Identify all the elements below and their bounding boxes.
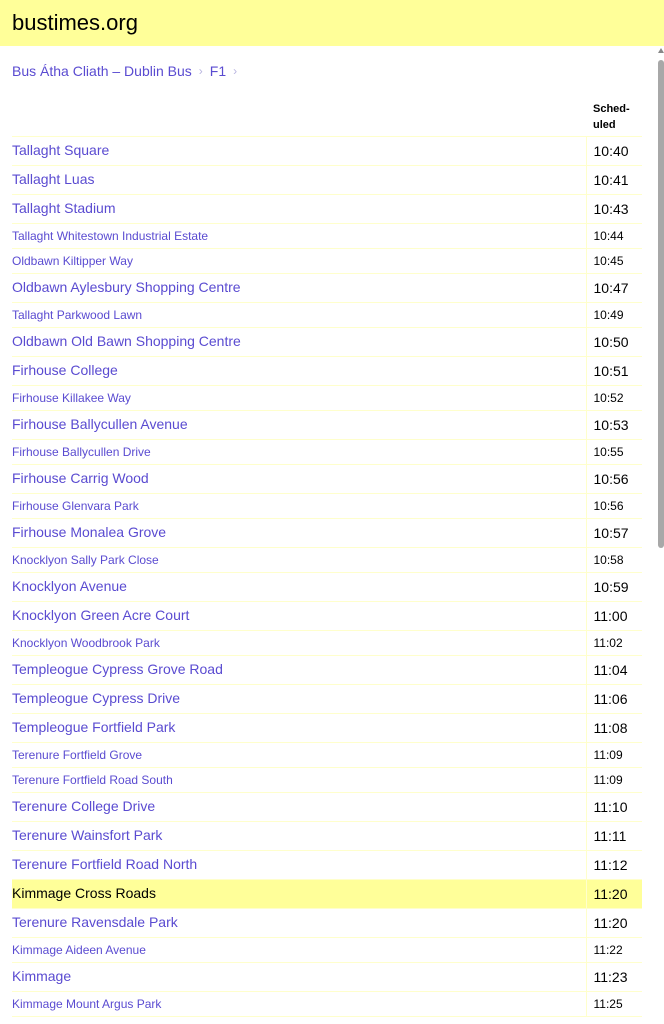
stop-row (12, 274, 642, 303)
breadcrumb-separator: › (233, 64, 238, 78)
stop-name-cell (12, 938, 586, 963)
scheduled-time: 10:56 (586, 494, 642, 519)
scheduled-time: 10:50 (586, 328, 642, 357)
stop-row (12, 465, 642, 494)
stop-link[interactable]: Knocklyon Green Acre Court (12, 607, 190, 623)
stop-row (12, 195, 642, 224)
scheduled-time: 11:00 (586, 602, 642, 631)
stop-name-cell (12, 274, 586, 303)
stop-row (12, 548, 642, 573)
stop-name-cell (12, 386, 586, 411)
stop-row (12, 137, 642, 166)
stop-name-cell (12, 851, 586, 880)
stop-row (12, 224, 642, 249)
scheduled-time: 10:57 (586, 519, 642, 548)
scheduled-time: 10:53 (586, 411, 642, 440)
stop-link[interactable]: Terenure Ravensdale Park (12, 914, 178, 930)
scheduled-time: 10:55 (586, 440, 642, 465)
stop-link[interactable]: Knocklyon Woodbrook Park (12, 636, 160, 650)
stop-link[interactable]: Kimmage Aideen Avenue (12, 943, 146, 957)
scheduled-time: 11:12 (586, 851, 642, 880)
stop-name-cell (12, 743, 586, 768)
stop-link[interactable]: Firhouse Ballycullen Avenue (12, 416, 188, 432)
stop-link[interactable]: Kimmage Mount Argus Park (12, 997, 162, 1011)
scheduled-time: 11:02 (586, 631, 642, 656)
scheduled-time: 11:23 (586, 963, 642, 992)
stop-link[interactable]: Templeogue Cypress Drive (12, 690, 181, 706)
stop-row (12, 631, 642, 656)
stop-name-cell (12, 328, 586, 357)
stop-link[interactable]: Tallaght Square (12, 142, 110, 158)
stop-row (12, 685, 642, 714)
stop-name-cell (12, 195, 586, 224)
stop-name-cell (12, 303, 586, 328)
stop-name-cell (12, 465, 586, 494)
timetable (12, 136, 642, 1017)
stop-name-cell (12, 602, 586, 631)
scheduled-time: 11:04 (586, 656, 642, 685)
timetable-body (12, 137, 642, 1017)
scroll-up-arrow-icon[interactable] (658, 48, 664, 53)
stop-link[interactable]: Templeogue Fortfield Park (12, 719, 176, 735)
scheduled-time: 11:11 (586, 822, 642, 851)
stop-row (12, 573, 642, 602)
stop-link[interactable]: Firhouse Killakee Way (12, 391, 131, 405)
scheduled-time: 11:08 (586, 714, 642, 743)
stop-link[interactable]: Tallaght Luas (12, 171, 95, 187)
stop-row (12, 440, 642, 465)
scheduled-time: 10:58 (586, 548, 642, 573)
scheduled-time: 10:49 (586, 303, 642, 328)
column-header-line: uled (593, 119, 616, 131)
scheduled-time: 10:59 (586, 573, 642, 602)
stop-row (12, 963, 642, 992)
stop-link[interactable]: Knocklyon Avenue (12, 578, 127, 594)
stop-link[interactable]: Firhouse Glenvara Park (12, 499, 139, 513)
stop-link[interactable]: Kimmage (12, 968, 72, 984)
scheduled-time: 10:51 (586, 357, 642, 386)
scheduled-time: 10:43 (586, 195, 642, 224)
stop-row (12, 386, 642, 411)
scheduled-time: 11:20 (586, 909, 642, 938)
stop-name-cell (12, 573, 586, 602)
stop-link[interactable]: Oldbawn Old Bawn Shopping Centre (12, 333, 241, 349)
stop-row (12, 768, 642, 793)
stop-link[interactable]: Firhouse Ballycullen Drive (12, 445, 151, 459)
stop-link[interactable]: Kimmage Cross Roads (12, 885, 156, 901)
stop-name-cell (12, 909, 586, 938)
stop-name-cell (12, 548, 586, 573)
stop-row (12, 357, 642, 386)
stop-row (12, 909, 642, 938)
scheduled-time: 11:22 (586, 938, 642, 963)
breadcrumb-route-link[interactable]: F1 (209, 63, 227, 79)
site-header (0, 0, 664, 46)
stop-name-cell (12, 793, 586, 822)
stop-row (12, 880, 642, 909)
stop-link[interactable]: Oldbawn Kiltipper Way (12, 254, 133, 268)
scheduled-time: 10:40 (586, 137, 642, 166)
stop-name-cell (12, 963, 586, 992)
stop-link[interactable]: Terenure Fortfield Road North (12, 856, 198, 872)
scheduled-time: 11:10 (586, 793, 642, 822)
stop-row (12, 411, 642, 440)
stop-row (12, 822, 642, 851)
stop-row (12, 656, 642, 685)
stop-link[interactable]: Terenure Wainsfort Park (12, 827, 163, 843)
stop-row (12, 992, 642, 1017)
stop-row (12, 743, 642, 768)
stop-link[interactable]: Tallaght Whitestown Industrial Estate (12, 229, 209, 243)
stop-name-cell (12, 519, 586, 548)
scheduled-time: 10:41 (586, 166, 642, 195)
stop-link[interactable]: Tallaght Stadium (12, 200, 116, 216)
scheduled-time: 10:56 (586, 465, 642, 494)
stop-row (12, 714, 642, 743)
stop-name-cell (12, 249, 586, 274)
stop-name-cell (12, 357, 586, 386)
stop-row (12, 793, 642, 822)
stop-row (12, 303, 642, 328)
breadcrumb-separator: › (198, 64, 203, 78)
stop-name-cell (12, 880, 586, 909)
stop-link[interactable]: Knocklyon Sally Park Close (12, 553, 159, 567)
stop-row (12, 166, 642, 195)
stop-name-cell (12, 440, 586, 465)
scheduled-time: 10:44 (586, 224, 642, 249)
scrollbar-thumb[interactable] (658, 60, 664, 548)
stop-link[interactable]: Templeogue Cypress Grove Road (12, 661, 223, 677)
scheduled-time: 11:09 (586, 743, 642, 768)
scheduled-time: 10:47 (586, 274, 642, 303)
stop-link[interactable]: Terenure College Drive (12, 798, 156, 814)
scheduled-column-header (593, 101, 630, 133)
stop-name-cell (12, 992, 586, 1017)
breadcrumb (12, 63, 244, 79)
stop-row (12, 938, 642, 963)
stop-name-cell (12, 656, 586, 685)
breadcrumb-operator-link[interactable]: Bus Átha Cliath – Dublin Bus (12, 63, 192, 79)
stop-name-cell (12, 822, 586, 851)
stop-name-cell (12, 224, 586, 249)
stop-link[interactable]: Tallaght Parkwood Lawn (12, 308, 143, 322)
stop-row (12, 328, 642, 357)
scheduled-time: 10:52 (586, 386, 642, 411)
stop-name-cell (12, 166, 586, 195)
stop-row (12, 519, 642, 548)
column-header-line: Sched- (593, 103, 630, 115)
stop-name-cell (12, 685, 586, 714)
scheduled-time: 10:45 (586, 249, 642, 274)
stop-link[interactable]: Firhouse College (12, 362, 118, 378)
stop-link[interactable]: Oldbawn Aylesbury Shopping Centre (12, 279, 241, 295)
stop-name-cell (12, 137, 586, 166)
stop-name-cell (12, 768, 586, 793)
scheduled-time: 11:25 (586, 992, 642, 1017)
stop-name-cell (12, 631, 586, 656)
stop-row (12, 602, 642, 631)
stop-name-cell (12, 714, 586, 743)
scheduled-time: 11:06 (586, 685, 642, 714)
stop-link[interactable]: Firhouse Monalea Grove (12, 524, 167, 540)
stop-link[interactable]: Terenure Fortfield Grove (12, 748, 143, 762)
scheduled-time: 11:09 (586, 768, 642, 793)
stop-link[interactable]: Firhouse Carrig Wood (12, 470, 149, 486)
stop-name-cell (12, 411, 586, 440)
site-title-link[interactable]: bustimes.org (12, 10, 138, 35)
stop-name-cell (12, 494, 586, 519)
stop-row (12, 851, 642, 880)
stop-link[interactable]: Terenure Fortfield Road South (12, 773, 173, 787)
stop-row (12, 249, 642, 274)
scheduled-time: 11:20 (586, 880, 642, 909)
stop-row (12, 494, 642, 519)
